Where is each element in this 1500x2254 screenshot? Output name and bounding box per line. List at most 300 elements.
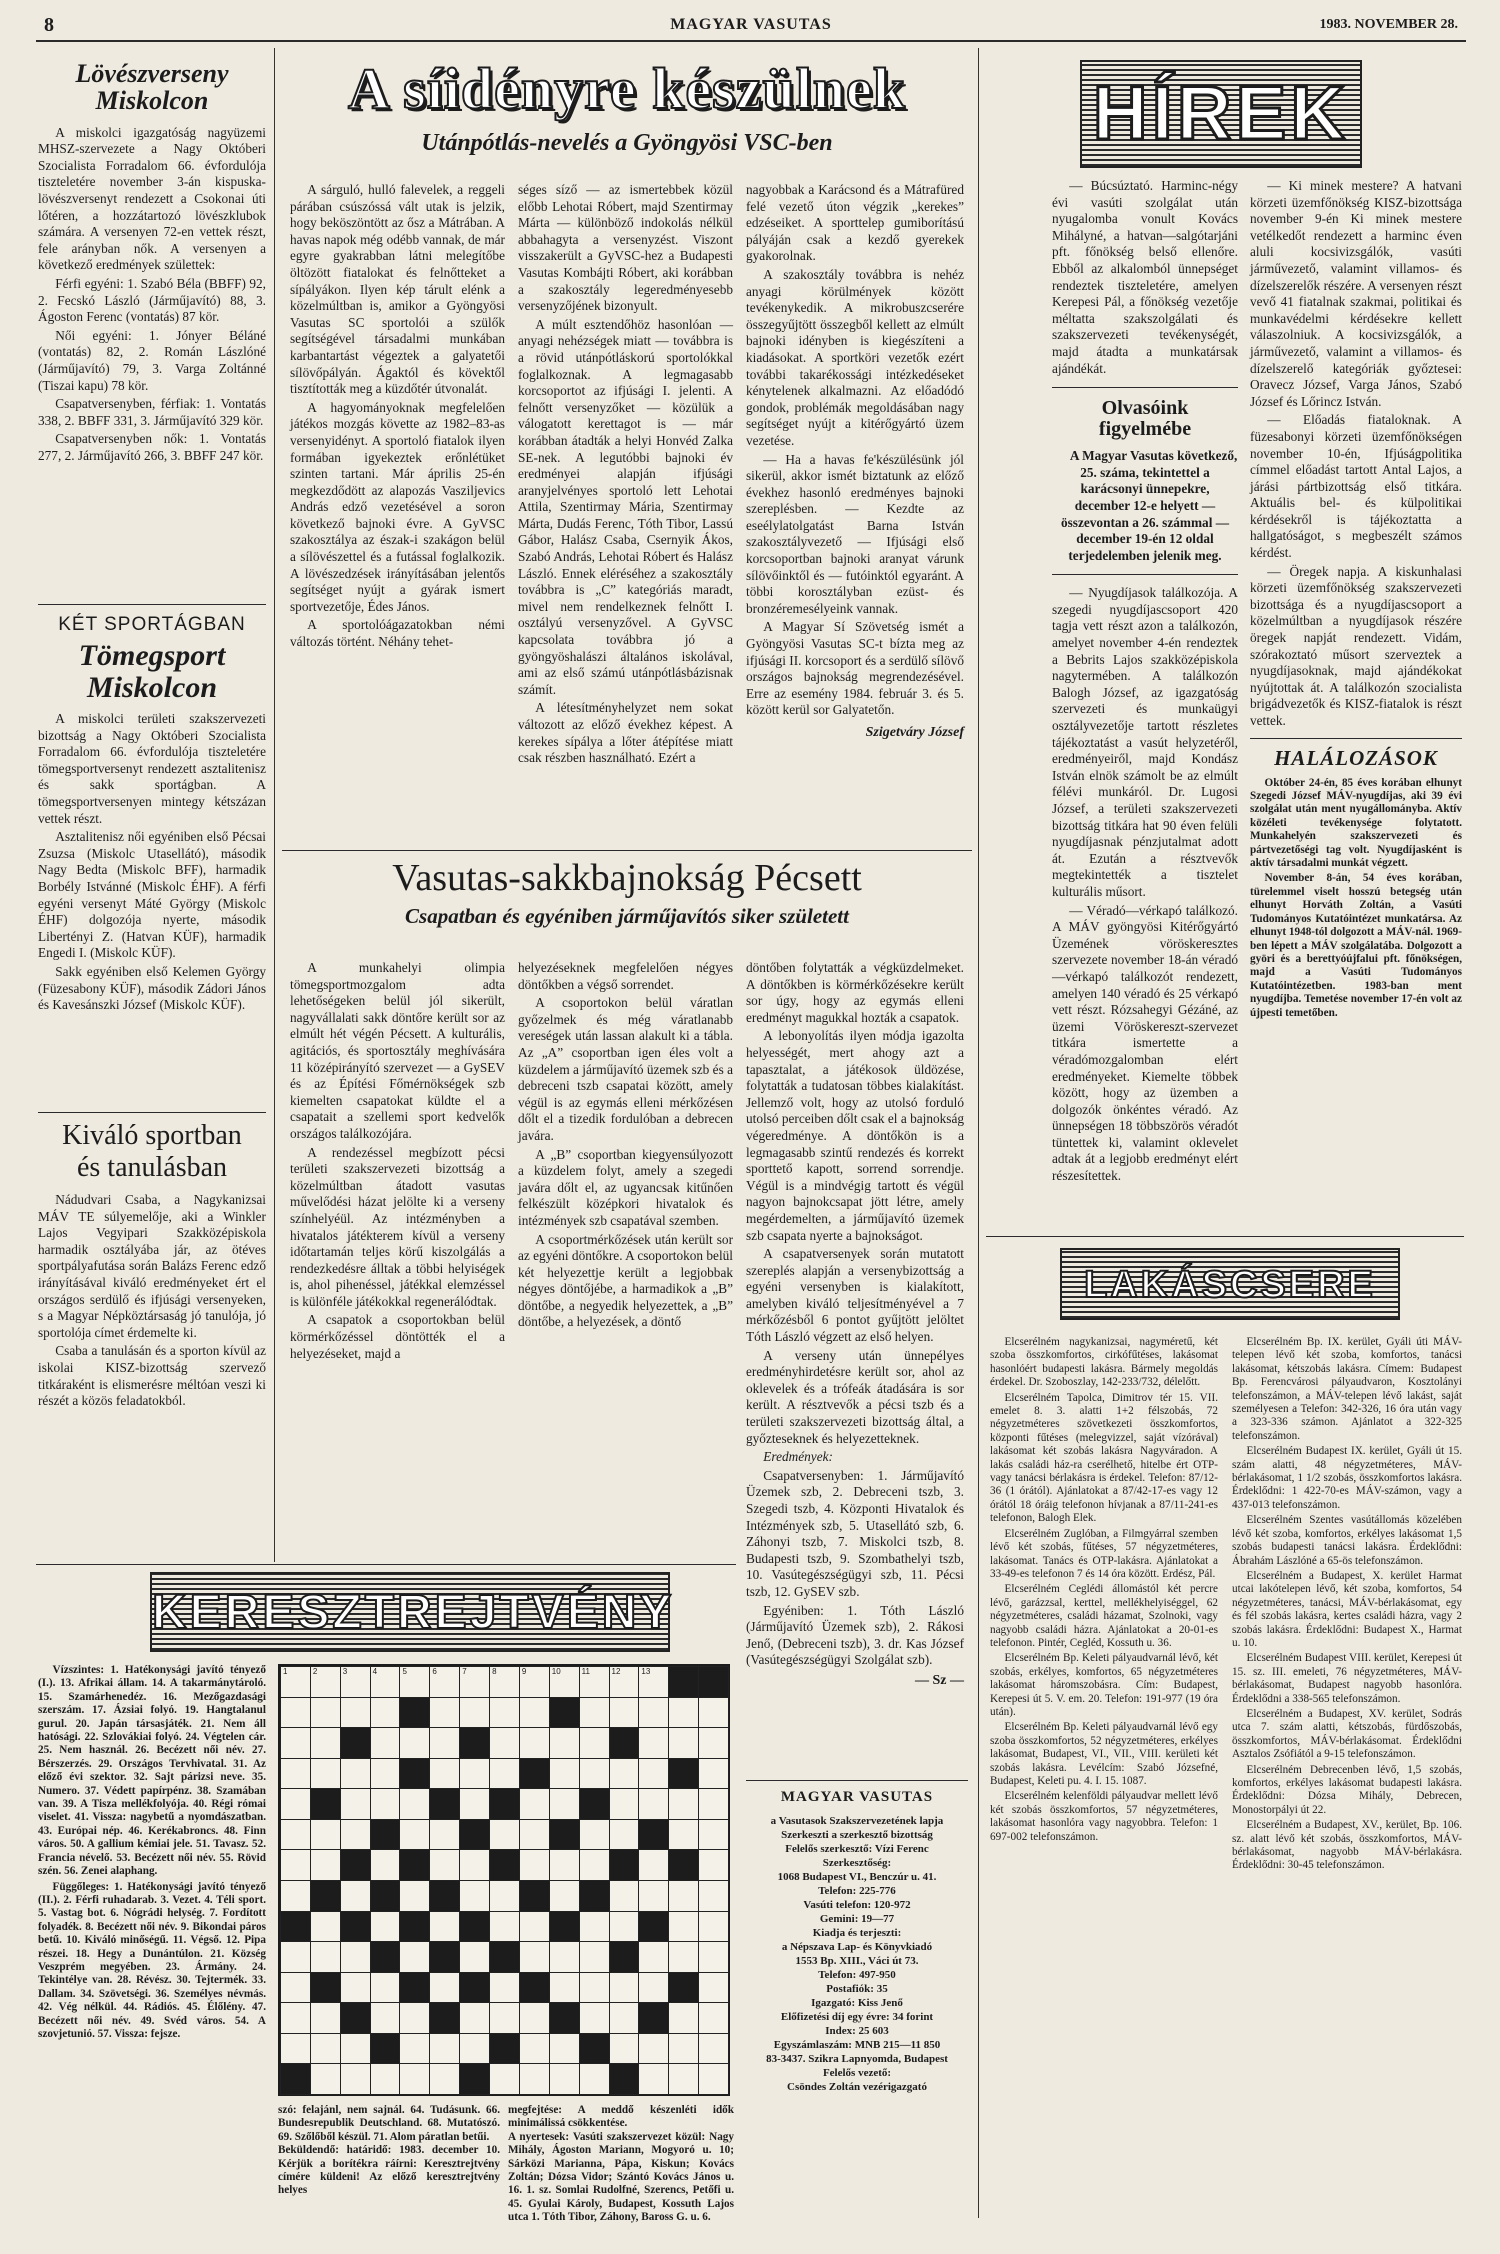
news-item: — Öregek napja. A kiskunhalasi körzeti üzemfőnökség szakszervezeti bizottsága és a nyugdíjascsoport a közelmúltban a nyugdíjasok részére öregek napját rendezett. Vidám, szórakoztató műsort szerveztek a nyugdíjasoknak, majd ajándékokat nyújtottak át. A találkozón szocialista brigádvezetők és KISZ-fiatalok is részt vettek.	[1250, 563, 1462, 728]
crossword-cell	[340, 1727, 371, 1759]
crossword-cell	[698, 1758, 729, 1790]
crossword-cell	[668, 1941, 699, 1973]
article-body: A rendezéssel megbízott pécsi területi szakszervezeti bizottság a közelmúltban átadott vasutas művelődési házat jelölte ki a verseny színhelyéül. Az intézményben a hivatalos játékterem kívül a verseny időtartamán teljes körű kiszolgálás a rendezkedésre álltak a többi helyiségek is, ahol pihenéssel, játékkal elemzéssel is különféle játékokkal regenerálódtak.	[290, 1144, 505, 1309]
crossword-banner	[150, 1572, 675, 1652]
housing-ad: Elcserélném Bp. Keleti pályaudvarnál lévő, két szobás, erkélyes, komfortos, 65 négyzetméteres lakásomat háromszobásra. Cím: Budapest, Kerepesi út 5. V. em. 20. Telefon: 191-977 (19 óra után).	[990, 1652, 1218, 1718]
headline: Vasutas-sakkbajnokság Pécsett	[392, 857, 862, 899]
crossword-cell	[399, 2033, 430, 2065]
crossword-cell	[459, 1758, 490, 1790]
crossword-cell	[668, 1758, 699, 1790]
crossword-cell	[549, 1788, 580, 1820]
crossword-cell	[489, 2063, 520, 2095]
article-body: A létesítményhelyzet nem sokat változott az előző évekhez képest. A kerekes sípálya a lőter átépítése miatt csak részben használható. Ezért a	[518, 700, 733, 766]
crossword-cell	[519, 1911, 550, 1943]
article-body: A miskolci igazgatóság nagyüzemi MHSZ-szervezete a Nagy Októberi Szocialista Forradalom 66. évfordulója tiszteletére november 3-án kispuska-lövészversenyt rendezett a Csokonai úti lőtéren, a hozzátartozó lövészklubok számára. A versenyen 72-en vettek részt, fele arányban nők. A versenyen a következő eredmények születtek:	[38, 124, 266, 273]
crossword-cell	[370, 1911, 401, 1943]
article-body: A „B” csoportban kiegyensúlyozott a küzdelem folyt, amely a szegedi javára dőlt el, az ugyancsak kitűnően felkészült középkori hivatalok és intézmények szb csapatával szemben.	[518, 1146, 733, 1228]
crossword-cell	[549, 2063, 580, 2095]
masthead-box	[746, 1780, 968, 2220]
crossword-cell	[638, 1849, 669, 1881]
cell-number: 8	[492, 1667, 497, 1676]
article-body: A szakosztály továbbra is nehéz anyagi körülmények között tevékenykedik. A mikrobuszcserére összegyűjtött összegből kellett az elmúlt bajnoki idényben is kiegészíteni a kiadásokat. A sportköri vezetők ezért további takarékossági intézkedéseket kénytelenek alkalmazni. Az előadódó gondok, problémák megoldásában nagy segítséget nyújt a kitérőgyártó üzem vezetése.	[746, 266, 964, 448]
crossword-cell	[489, 1819, 520, 1851]
crossword-cell	[429, 2063, 460, 2095]
crossword-cell	[280, 1880, 311, 1912]
crossword-cell	[698, 1819, 729, 1851]
results-text: Csapatversenyben: 1. Járműjavító Üzemek szb, 2. Debreceni tszb, 3. Szegedi tszb, 4. Központi Hivatalok és Intézmények szb, 5. Utasellátó szb, 6. Záhonyi tszb, 7. Miskolci tszb, 8. Budapesti tszb, 9. Szombathelyi tszb, 10. Vasútegészségügyi szb, 11. Pécsi tszb, 12. GySEV szb.	[746, 1467, 964, 1599]
crossword-cell	[340, 1972, 371, 2004]
crossword-cell	[429, 1819, 460, 1851]
crossword-cell	[429, 1697, 460, 1729]
crossword-cell	[579, 1666, 610, 1698]
lakascsere-title: LAKÁSCSERE	[1084, 1264, 1376, 1306]
masthead-body: a Vasutasok Szakszervezetének lapja Szerkeszti a szerkesztő bizottság Felelős szerkesztő: Vízi Ferenc Szerkesztőség: 1068 Budapest VI., Benczúr u. 41. Telefon: 225-776 Vasúti telefon: 120-972 Gemini: 19—77 Kiadja és terjeszti: a Népszava Lap- és Könyvkiadó 1553 Bp. XIII., Váci út 73. Telefon: 497-950 Postafiók: 35 Igazgató: Kiss Jenő Előfizetési díj egy évre: 34 forint Index: 25 603 Egyszámlaszám: MNB 215—11 850 83-3437. Szikra Lapnyomda, Budapest Felelős vezető: Csöndes Zoltán vezérigazgató	[766, 1815, 948, 2093]
crossword-cell	[489, 1849, 520, 1881]
crossword-cell	[340, 1666, 371, 1698]
crossword-cell	[609, 1727, 640, 1759]
crossword-cell	[609, 1758, 640, 1790]
crossword-cell	[399, 1819, 430, 1851]
article-body: A munkahelyi olimpia tömegsportmozgalom adta lehetőségeken belül jól sikerült, nagyvállalati sakk döntőre került sor az elmúlt hét végén Pécsett. A kulturális, agitációs, és sportosztály meghívására 11 középirányító szervezet — a GySEV és az Építési Főmérnökségek szb kiemelten csapatokat küldte el a csapatait a szellemi sport kedvelők országos találkozójára.	[290, 960, 505, 1141]
crossword-cell	[609, 1788, 640, 1820]
article-divider	[38, 1112, 266, 1113]
article-divider	[282, 850, 972, 851]
subtitle: Csapatban és egyéniben járműjavítós siker született	[405, 904, 849, 928]
article-body: A csapatversenyek során mutatott szereplés alapján a versenybizottság a egyéni versenyben is kialakított, amelyben kiváló teljesítményével a 7 mérkőzésből 6 pontot gyűjtött jelöltet Tóth László végzett az első helyen.	[746, 1246, 964, 1345]
article-loveszverseny	[38, 60, 266, 600]
crossword-cell	[549, 1941, 580, 1973]
article-body: A lebonyolítás ilyen módja igazolta helyességét, mert ahogy azt a tapasztalat, a játékosok üldözése, folytatták a tudatosan többes kialakítást. Jellemző volt, hogy az utolsó forduló utolsó perceiben dőlt csak el a bajnokság végeredménye. A döntőkön is a legmagasabb szintű rendezés és korrekt sporttető kapott, sorrend sorrendje. Végül is a mindvégig tartott és végül nagyon bajnokcsapat jött létre, amely megérdemelten, a járműjavító üzemek szb csapata nyerte a bajnokságot.	[746, 1028, 964, 1243]
crossword-cell	[609, 1819, 640, 1851]
box-rule	[746, 1780, 968, 1781]
crossword-cell	[579, 1727, 610, 1759]
results-text: Egyéniben: 1. Tóth László (Járműjavító Üzemek szb), 2. Rákosi Jenő, (Debreceni tszb), 3. dr. Kas József (Vasútegészségügyi Szolgálat szb).	[746, 1602, 964, 1668]
crossword-cell	[638, 2002, 669, 2034]
crossword-cell	[489, 2033, 520, 2065]
crossword-cell	[579, 2063, 610, 2095]
crossword-cell	[340, 1788, 371, 1820]
page-header	[36, 12, 1466, 40]
crossword-cell	[429, 1849, 460, 1881]
crossword-cell	[609, 1697, 640, 1729]
article-body: A sportolóágazatokban némi változás történt. Néhány tehet-	[290, 617, 505, 650]
crossword-cell	[280, 2063, 311, 2095]
crossword-cell	[370, 1727, 401, 1759]
crossword-cell	[668, 1849, 699, 1881]
crossword-cell	[549, 2033, 580, 2065]
crossword-cell	[609, 1849, 640, 1881]
crossword-cell	[429, 1666, 460, 1698]
crossword-cell	[459, 1880, 490, 1912]
crossword-cell	[609, 2033, 640, 2065]
crossword-cell	[340, 1911, 371, 1943]
crossword-cell	[399, 1666, 430, 1698]
notice-title: figyelmébe	[1098, 418, 1192, 441]
crossword-cell	[668, 1788, 699, 1820]
crossword-cell	[459, 1666, 490, 1698]
article-body: A sárguló, hulló falevelek, a reggeli párában csúszóssá vált utak is jelzik, hogy beköszöntött az ősz a Mátrában. A havas napok még odébb vannak, de már egyre gyakrabban látni melegítőbe öltözött fiatalokat és felnőtteket a sípályákon. Ilyen kép tárult elénk a közelmúltban is, amikor a Gyöngyösi Vasutas SC sportolói a szülők segítségével társadalmi munkában karbantartást végeztek a galyatetői sílövőpályán. Ágaktól és kövektől tisztították meg a küzdőtér útvonalát.	[290, 182, 505, 397]
crossword-cell	[459, 1727, 490, 1759]
hirek-banner	[1080, 60, 1362, 168]
byline: Szigetváry József	[865, 725, 964, 740]
article-body: Sakk egyéniben első Kelemen György (Füzesabony KÜF), második Zádori János és Kavesánszki József (Miskolc KÜF).	[38, 963, 266, 1013]
crossword-cell	[429, 1941, 460, 1973]
crossword-cell	[609, 1666, 640, 1698]
crossword-cell	[310, 1727, 341, 1759]
crossword-cell	[489, 1941, 520, 1973]
cell-number: 4	[372, 1667, 378, 1676]
crossword-cell	[668, 2033, 699, 2065]
crossword-cell	[519, 1697, 550, 1729]
crossword-cell	[370, 1666, 401, 1698]
section-divider	[36, 1564, 736, 1565]
crossword-cell	[549, 1972, 580, 2004]
crossword-cell	[549, 1849, 580, 1881]
crossword-cell	[579, 1819, 610, 1851]
crossword-cell	[370, 2002, 401, 2034]
crossword-cell	[489, 1911, 520, 1943]
issue-date: 1983. NOVEMBER 28.	[1319, 17, 1458, 32]
crossword-cell	[399, 1880, 430, 1912]
crossword-cell	[280, 2033, 311, 2065]
crossword-cell	[609, 1911, 640, 1943]
crossword-cell	[370, 1819, 401, 1851]
crossword-cell	[399, 1788, 430, 1820]
crossword-cell	[698, 1941, 729, 1973]
crossword-cell	[519, 2063, 550, 2095]
housing-ad: Elcserélném Ceglédi állomástól két percre lévő, garázzsal, kerttel, mellékhelyiséggel, 62 négyzetméteres, családi házamat, Szolnoki, vagy nagyobb családi házra. Ajánlatokat a 20-01-es telefonon. Pintér, Cegléd, Kossuth u. 36.	[990, 1583, 1218, 1649]
hirek-title: HÍREK	[1092, 71, 1350, 156]
crossword-cell	[668, 1727, 699, 1759]
crossword-cell	[340, 1758, 371, 1790]
crossword-cell	[399, 1849, 430, 1881]
crossword-cell	[310, 1758, 341, 1790]
crossword-cell	[519, 1727, 550, 1759]
results-text: Férfi egyéni: 1. Szabó Béla (BBFF) 92, 2. Fecskó László (Járműjavító) 88, 3. Ágoston Ferenc (vontatás) 87 kör.	[38, 275, 266, 325]
crossword-cell	[399, 1911, 430, 1943]
article-body: Nádudvari Csaba, a Nagykanizsai MÁV TE súlyemelője, aki a Winkler Lajos Vegyipari Szakközépiskola harmadik osztályába jár, az ötéves sportpályafutása során Balázs Ferenc edző irányításával kiváló eredményeket ért el országos serdülő és ifjúsági versenyeken, s a Magyar Népköztársaság jó tanulója, jó sportolója címet érdemelte ki.	[38, 1192, 266, 1340]
housing-ad: Elcserélném Budapest IX. kerület, Gyáli út 15. szám alatti, 48 négyzetméteres, MÁV-bérlakásomat, 1 1/2 szobás, összkomfortos lakásra. Érdeklődni: 1 422-70-es MÁV-számon, vagy a 437-013 telefonszámon.	[1232, 1445, 1462, 1511]
box-divider	[1052, 574, 1238, 575]
cell-number: 3	[342, 1667, 348, 1676]
crossword-cell	[668, 1911, 699, 1943]
crossword-cell	[519, 1819, 550, 1851]
crossword-cell	[370, 1849, 401, 1881]
crossword-cell	[579, 1758, 610, 1790]
crossword-cell	[549, 1697, 580, 1729]
crossword-cell	[668, 2002, 699, 2034]
section-divider	[986, 1236, 1464, 1237]
crossword-cell	[698, 2002, 729, 2034]
cell-number: 13	[641, 1667, 651, 1676]
crossword-cell	[370, 1972, 401, 2004]
headline: Lövészverseny	[75, 59, 229, 88]
crossword-cell	[549, 2002, 580, 2034]
crossword-cell	[489, 1788, 520, 1820]
byline: — Sz —	[915, 1672, 964, 1688]
crossword-cell	[698, 1697, 729, 1729]
housing-ad: Elcserélném Debrecenben lévő, 1,5 szobás, komfortos, erkélyes lakásomat budapesti lakásra. Érdeklődni: Dózsa Mihály, Debrecen, Monostorpályi út 22.	[1232, 1763, 1462, 1816]
cell-number: 6	[432, 1667, 437, 1676]
crossword-cell	[698, 1911, 729, 1943]
crossword-cell	[668, 1972, 699, 2004]
header-rule	[36, 40, 1466, 42]
crossword-cell	[609, 1972, 640, 2004]
obituary: Október 24-én, 85 éves korában elhunyt Szegedi József MÁV-nyugdíjas, aki 39 évi szolgálat után ment nyugállományba. Aktív közéleti tevékenysége folytatott. Munkahelyén szakszervezeti és pártvezetőségi tag volt. Nyugdíjasként is aktív társadalmi munkát végzett.	[1250, 776, 1462, 870]
crossword-cell	[668, 1880, 699, 1912]
crossword-cell	[638, 1788, 669, 1820]
crossword-cell	[340, 2033, 371, 2065]
crossword-cell	[609, 1941, 640, 1973]
crossword-cell	[459, 1972, 490, 2004]
crossword-cell	[549, 1758, 580, 1790]
crossword-cell	[579, 1788, 610, 1820]
crossword-cell	[280, 1819, 311, 1851]
crossword-cell	[489, 1758, 520, 1790]
crossword-cell	[519, 1758, 550, 1790]
crossword-cell	[459, 1849, 490, 1881]
news-item: — Búcsúztató. Harminc-négy évi vasúti szolgálat után nyugalomba vonult Kovács Mihályné, a hatvan—salgótarjáni pft. főnökség belső ellenőre. Ebből az alkalomból ünnepséget rendeztek tiszteletére, amelyen Kerepesi Pál, a főnökség vezetője méltatta szakszolgálati és szakszervezeti tevékenységét, majd átadta a munkatársak ajándékát.	[1052, 178, 1238, 376]
crossword-cell	[280, 1941, 311, 1973]
crossword-cell	[638, 1666, 669, 1698]
housing-ad: Elcserélném a Budapest, X. kerület Harmat utcai lakótelepen lévő, két szoba, komfortos, 54 négyzetméteres, tanácsi, MÁV-bérlakásomat, egy és fél szobás lakásra, kertes családi házra, vagy 2 szobás lakásra. Érdeklődni: Budapest X., Harmat u. 10.	[1232, 1569, 1462, 1649]
article-body: A csapatok a csoportokban belül körmérkőzéssel döntötték el a helyezéseket, majd a	[290, 1312, 505, 1361]
crossword-cell	[519, 1666, 550, 1698]
crossword-cell	[280, 1911, 311, 1943]
housing-ad: Elcserélném a Budapest, XV. kerület, Sodrás utca 7. szám alatti, kétszobás, fürdőszobás, összkomfortos, MÁV-bérlakásomat. Érdeklődni Asztalos Zsófiától a 9-15 telefonszámon.	[1232, 1707, 1462, 1761]
results-label: Eredmények:	[763, 1449, 833, 1465]
crossword-cell	[519, 1849, 550, 1881]
crossword-cell	[429, 1972, 460, 2004]
crossword-cell	[638, 1911, 669, 1943]
crossword-cell	[340, 1880, 371, 1912]
crossword-cell	[280, 1758, 311, 1790]
cell-number: 10	[551, 1667, 561, 1676]
crossword-cell	[429, 1758, 460, 1790]
notice-title: Olvasóink	[1101, 397, 1189, 420]
feature-headline: A síidényre készülnek	[347, 56, 907, 121]
crossword-cell	[638, 1697, 669, 1729]
crossword-cell	[310, 2033, 341, 2065]
crossword-cell	[340, 1819, 371, 1851]
crossword-cell	[310, 1819, 341, 1851]
crossword-cell	[399, 1758, 430, 1790]
cell-number: 9	[521, 1667, 527, 1676]
article-body: Csaba a tanulásán és a sporton kívül az iskolai KISZ-bizottság szervező titkáraként is elismerésre méltóan veszi ki részét a közös feladatokból.	[38, 1343, 266, 1409]
crossword-cell	[459, 2033, 490, 2065]
crossword-cell	[519, 2002, 550, 2034]
crossword-cell	[370, 1758, 401, 1790]
crossword-cell	[638, 1941, 669, 1973]
notice-box	[1052, 398, 1238, 564]
news-item: — Előadás fiataloknak. A füzesabonyi körzeti üzemfőnökségen november 10-én, Ifjúságpolitika címmel előadást tartott Antal Lajos, a járási pártbizottság első titkára. Aktuális bel- és külpolitikai kérdésekről is tájékoztatta a hallgatóságot, s megbeszélt számos kérdést.	[1250, 412, 1462, 561]
notice-body: A Magyar Vasutas következő, 25. száma, tekintettel a karácsonyi ünnepekre, december 12-e helyett — összevontan a 26. számmal — december 19-én 12 oldal terjedelemben jelenik meg.	[1060, 448, 1238, 563]
news-item: — Ki minek mestere? A hatvani körzeti üzemfőnökség KISZ-bizottsága november 9-én Ki minek mestere vetélkedőt rendezett a harminc éven aluli kocsivizsgálók, vasúti járművezető, valamint villamos- és dízelszerelők részére. A versenyen részt vevő 41 fiatalnak szakmai, politikai és munkavédelmi kérdésekre kellett válaszolniuk. A kocsivizsgálók, a járművezető, valamint a villamos- és dízelszerelő kategóriák győztesei: Oravecz József, Varga János, Szabó József és Lőrincz István.	[1250, 178, 1462, 409]
lakascsere-column-right	[1232, 1336, 1462, 2236]
cell-number: 7	[462, 1667, 467, 1676]
crossword-cell	[549, 1911, 580, 1943]
hirek-column-left	[1052, 178, 1238, 1198]
crossword-cell	[280, 1666, 311, 1698]
crossword-cell	[698, 1880, 729, 1912]
crossword-cell	[459, 1941, 490, 1973]
paper-name: MAGYAR VASUTAS	[670, 16, 832, 33]
crossword-cell	[459, 2002, 490, 2034]
crossword-cell	[579, 1941, 610, 1973]
cell-number: 11	[581, 1667, 590, 1676]
crossword-cell	[340, 1849, 371, 1881]
cell-number: 12	[611, 1667, 621, 1676]
crossword-cell	[519, 1972, 550, 2004]
crossword-cell	[280, 1788, 311, 1820]
crossword-cell	[549, 1727, 580, 1759]
lakascsere-banner	[1060, 1248, 1400, 1320]
crossword-cell	[310, 1911, 341, 1943]
headline: Miskolcon	[86, 670, 218, 704]
crossword-cell	[698, 1727, 729, 1759]
crossword-cell	[340, 2002, 371, 2034]
crossword-cell	[668, 1819, 699, 1851]
column-rule	[274, 48, 275, 1562]
kicker: KÉT SPORTÁGBAN	[58, 614, 246, 635]
page-number: 8	[44, 14, 54, 36]
deaths-title: HALÁLOZÁSOK	[1274, 745, 1438, 770]
down-clues: Függőleges: 1. Hatékonysági javító tényező (II.). 2. Férfi ruhadarab. 3. Vezet. 4. Téli sport. 5. Vastag bot. 6. Nógrádi helység. 7. Fordított folyadék. 8. Becézett női név. 9. Bikondai páros betű. 10. Kiváló minőségű. 11. Végső. 12. Pipa részei. 18. Hegy a Dunántúlon. 21. Község Veszprém megyében. 23. Ármány. 24. Tekintélye van. 28. Révész. 30. Tejtermék. 33. Dallam. 34. Szövetségi. 36. Személyes névmás. 42. Vég nélkül. 44. Rádiós. 45. Élőlény. 47. Becézett női név. 49. Svéd város. 54. A szovjetunió. 57. Vissza: fejsze.	[38, 1880, 266, 2040]
crossword-cell	[399, 1972, 430, 2004]
crossword-cell	[310, 1666, 341, 1698]
article-body: A Magyar Sí Szövetség ismét a Gyöngyösi Vasutas SC-t bízta meg az ifjúsági II. korcsoport és a serdülő sílövő országos bajnokság megrendezésével. Erre az esemény 1984. február 3. és 5. között kerül sor Galyatetőn.	[746, 619, 964, 718]
cell-number: 1	[283, 1667, 288, 1676]
crossword-cell	[459, 1911, 490, 1943]
crossword-cell	[399, 1727, 430, 1759]
crossword-cell	[280, 1697, 311, 1729]
crossword-solution: megfejtése: A meddő készenléti idők minimálissá csökkentése. A nyertesek: Vasúti szakszervezet közül: Nagy Mihály, Ágoston Mariann, Mogyoró u. 10; Sárközi Marianna, Pápa, Kiskun; Kovács Zoltán; Dózsa Vidor; Szántó Kovács János u. 16. 1. sz. Somlai Rudolfné, Szerencs, Petőfi u. 45. Gyulai Károly, Budapest, Kossuth Lajos utca 1. Tóth Tibor, Záhony, Baross G. u. 6.	[508, 2104, 734, 2224]
results-text: Női egyéni: 1. Jónyer Béláné (vontatás) 82, 2. Román Lászlóné (Járműjavító) 79, 3. Varga Zoltánné (Tiszai kapu) 78 kör.	[38, 327, 266, 393]
article-body: A verseny után ünnepélyes eredményhirdetésre került sor, ahol az oklevelek és a trófeák átadására is sor került. A résztvevők a pécsi tszb és a területi szakszervezeti bizottság által, a győzteseknek és helyezetteknek.	[746, 1347, 964, 1446]
housing-ad: Elcserélném Zuglóban, a Filmgyárral szemben lévő két szobás, fűtéses, 57 négyzetméteres, lakásomat. Tanács és OTP-lakásra. Ajánlatokat a 33-49-es telefonon 7 és 14 óra között. Erdész, Pál.	[990, 1527, 1218, 1580]
crossword-cell	[280, 1727, 311, 1759]
box-divider	[1250, 738, 1462, 739]
crossword-grid	[278, 1664, 730, 2096]
headline: és tanulásban	[76, 1152, 228, 1183]
crossword-footer-left	[278, 2104, 500, 2224]
crossword-cell	[370, 2063, 401, 2095]
crossword-cell	[698, 1788, 729, 1820]
crossword-cell	[579, 1849, 610, 1881]
article-siidenyre	[282, 52, 972, 842]
housing-ad: Elcserélném Tapolca, Dimitrov tér 15. VII. emelet 8. 3. alatti 1+2 félszobás, 72 négyzetméteres szövetkezeti összkomfortos, központi fűtéses (melegvizzel, saját vízórával) lakásomat két szobás lakásra Nagyváradon. A lakás családi ház-ra cserélhető, hitelbe ért OTP- vagy tanácsi bérlakásra is érdekel. Telefon: 87/12-36 (1 órától). Ajánlatokat a 87/42-17-es vagy 12 órától 18 óráig telefonon hívjanak a 87/11-241-es telefonon, Balogh Elek.	[990, 1391, 1218, 1525]
crossword-cell	[638, 1758, 669, 1790]
crossword-cell	[310, 1849, 341, 1881]
crossword-cell	[638, 2063, 669, 2095]
housing-ad: Elcserélném Bp. Keleti pályaudvarnál lévő egy szoba összkomfortos, 52 négyzetméteres, erkélyes lakásomat, Budapest, VI., VII., VIII. kerületi két szobás lakásra. Levélcím: Szabó Józsefné, Budapest, Keleti pu. 4. I. 15. 1087.	[990, 1721, 1218, 1787]
news-item: — Véradó—vérkapó találkozó. A MÁV gyöngyösi Kitérőgyártó Üzemének vöröskeresztes szervezete november 18-án véradó—vérkapó találkozót rendezett, amelyen 140 véradó és 25 vérkapó vett részt. Rózsahegyi Gézáné, az üzemi Vöröskereszt-szervezet titkára ismertette a véradómozgalomban elért eredményeket. Kiemelte többek között, hogy az üzemben a dolgozók önkéntes véradó. Az ünnepségen 18 többszörös véradót tüntettek ki, valamint oklevelet adtak át a legjobb eredményt elért részesítettek.	[1052, 902, 1238, 1184]
crossword-cell	[399, 1941, 430, 1973]
crossword-cell	[519, 1788, 550, 1820]
crossword-cell	[698, 2063, 729, 2095]
results-text: Csapatversenyben nők: 1. Vontatás 277, 2. Járműjavító 266, 3. BBFF 247 kör.	[38, 431, 266, 463]
cell-number: 5	[402, 1667, 407, 1676]
news-item: — Nyugdíjasok találkozója. A szegedi nyugdíjascsoport 420 tagja vett részt azon a találkozón, amelyet november 4-én rendeztek a Bebrits Lajos szakközépiskola nagytermében. A találkozón Balogh József, az igazgatóság szervezeti és munkaügyi osztályvezetője tartott részletes tájékoztatást a vasút helyzetéről, eredményeiről, majd Kondász István elnök számolt be az elmúlt félévi munkáról. Dr. Lugosi József, a területi szakszervezeti bizottság titkára hat 90 éven felüli nyugdíjasnak pénzjutalmat adott át. Ezután a résztvevők megtekintették a tisztelet kulturális műsort.	[1052, 585, 1238, 899]
crossword-cell	[340, 2063, 371, 2095]
obituary: November 8-án, 54 éves korában, türelemmel viselt hosszú betegség után elhunyt Horváth Zoltán, a Vasúti Tudományos Kutatóintézet munkatársa. Az elhunyt 1948-tól dolgozott a MÁV-nál. 1969-ben lépett a MÁV szolgálatába. Dolgozott a györi és a berettyóújfalui pft. főnökségen, majd a Vasúti Tudományos Kutatóintézetben. 1983-ban ment nyugdíjba. Temetése november 17-én volt az újpesti temetőben.	[1250, 872, 1462, 1019]
crossword-cell	[519, 1880, 550, 1912]
crossword-cell	[370, 1880, 401, 1912]
crossword-cell	[668, 1666, 699, 1698]
crossword-cell	[459, 1819, 490, 1851]
crossword-cell	[429, 2033, 460, 2065]
crossword-cell	[429, 1880, 460, 1912]
crossword-cell	[579, 1972, 610, 2004]
crossword-cell	[310, 1788, 341, 1820]
crossword-cell	[399, 1697, 430, 1729]
column-rule	[978, 48, 979, 2218]
crossword-cell	[489, 1697, 520, 1729]
crossword-cell	[698, 1666, 729, 1698]
housing-ad: Elcserélném a Budapest, XV., kerület, Bp. 106. sz. alatt lévő két szobás, összkomfortos, MÁV-bérlakásomat, nagyobb MÁV-bérlakásra. Érdeklődni: 30-45 telefonszámon.	[1232, 1819, 1462, 1872]
crossword-cell	[429, 1911, 460, 1943]
crossword-cell	[459, 1788, 490, 1820]
article-body: Asztalitenisz női egyéniben első Pécsai Zsuzsa (Miskolc Utasellátó), második Nagy Bedta (Miskolc BFF), harmadik Borbély Istvánné (Miskolc ÉHF). A férfi egyéni versenyt Máté György (Miskolc ÉHF) dolgozója nyerte, második Libertényi Z. (Hatvan KÜF), harmadik Engedi I. (Miskolc KÜF).	[38, 829, 266, 961]
crossword-cell	[698, 1972, 729, 2004]
article-body: A csoportmérkőzések után került sor az egyéni döntőkre. A csoportokon belül két helyezettje került a legjobbak négyes döntőjébe, a harmadikok a „B” döntőbe, a negyedik helyezettek, a „B” döntőbe, a helyezések, a döntő	[518, 1231, 733, 1330]
article-body: — Ha a havas fe'készülésünk jól sikerül, akkor ismét biztatunk az előző évekhez hasonló eredményes bajnoki szereplésben. — Kezdte az eseélylatolgatást Barna István szakosztályvezető — Ifjúsági első korcsoportban bajnoki aranyat várunk sílövőinktől és — futóinktól egyaránt. A többi korosztályban ezüst- és bronzéremesélyeink vannak.	[746, 451, 964, 616]
housing-ad: Elcserélném nagykanizsai, nagyméretű, két szoba összkomfortos, cirkófűtéses, lakásomat hasonlóért budapesti lakásra. Bármely megoldás érdekel. Dr. Szoboszlay, 142-233/732, délelőtt.	[990, 1336, 1218, 1389]
article-body: helyezéseknek megfelelően négyes döntőkben a végső sorrendet.	[518, 960, 733, 992]
crossword-cell	[638, 1972, 669, 2004]
housing-ad: Elcserélném kelenföldi pályaudvar mellett lévő két szobás összkomfortos, 57 négyzetméteres, lakásomat hasonlóra vagy nagyobbra. Telefon: 1 697-002 telefonszámon.	[990, 1790, 1218, 1843]
crossword-cell	[310, 2002, 341, 2034]
results-text: Csapatversenyben, férfiak: 1. Vontatás 338, 2. BBFF 331, 3. Járműjavító 329 kör.	[38, 396, 266, 428]
crossword-cell	[638, 2033, 669, 2065]
housing-ad: Elcserélném Bp. IX. kerület, Gyáli úti MÁV-telepen lévő két szoba, komfortos, tanácsi lakásomat, kétszobás lakásra. Címem: Budapest Bp. Ferencvárosi pályaudvaron, Kosztolányi telefonszámon, a MÁV-telepen lévő lakást, saját személyesen a Telefon: 342-326, 16 óra után vagy a 323-336 számon. Ajánlatot a 322-325 telefonszámon.	[1232, 1336, 1462, 1442]
crossword-cell	[280, 1849, 311, 1881]
crossword-cell	[340, 1697, 371, 1729]
crossword-cell	[698, 1849, 729, 1881]
headline: Miskolcon	[95, 86, 209, 116]
crossword-cell	[579, 2033, 610, 2065]
hirek-column-right	[1250, 178, 1462, 1198]
crossword-cell	[310, 1972, 341, 2004]
crossword-cell	[310, 1941, 341, 1973]
housing-ad: Elcserélném Budapest VIII. kerület, Kerepesi út 15. sz. III. emeleti, 76 négyzetméteres, MÁV-bérlakásomat, Budapest nagyobb hasonlóra. Érdeklődni a 338-565 telefonszámon.	[1232, 1652, 1462, 1705]
crossword-cell	[489, 1880, 520, 1912]
crossword-cell	[459, 2063, 490, 2095]
crossword-cell	[549, 1666, 580, 1698]
article-body: A múlt esztendőhöz hasonlóan — anyagi nehézségek miatt — továbbra is a rövid utánpótláskorú sportolókkal foglalkoznak. A legmagasabb korcsoportot az ifjúsági I. jelenti. A felnőtt versenyzőket — közülük a válogatott kerettagot is — már korábban átadták a helyi Honvéd Zalka SE-nek. A legutóbbi bajnoki év eredményei alapján ifjúsági aranyjelvényes sportoló lett Lehotai Attila, Szentirmay Mária, Szentirmay Márta, Dudás Ferenc, Tóth Tibor, Lassú Gábor, Halász Csaba, Csernyik Ákos, Szabó András, Lehotai Róbert és Halász László. Ennek eléréséhez a szakosztály továbbra is „C” kategóriás maradt, mivel nem rendelkeznek felnőtt I. osztályú versenyzővel. A GyVSC kapcsolata továbbra jó a gyöngyöshalászi általános iskolával, ami az első számú utánpótlásbázisnak számít.	[518, 316, 733, 697]
crossword-cell	[489, 1666, 520, 1698]
article-body: A csoportokon belül váratlan győzelmek és még váratlanabb vereségek után lassan alakult ki a tábla. Az „A” csoportban igen éles volt a küzdelem a járműjavító üzemek szb és a debreceni tszb csapatai között, amely végül is az egymás elleni mérkőzésen dőlt el a tizedik fordulóban a debrecen javára.	[518, 995, 733, 1143]
article-body: séges síző — az ismertebbek közül előbb Lehotai Róbert, majd Szentirmay Márta — különböző indokolás nélkül abbahagyta a versenyzést. Viszont visszakerült a GyVSC-hez a Budapesti Vasutas Kombájti Róbert, aki korábban a szakosztály legeredményesebb versenyzőjének bizonyult.	[518, 182, 733, 314]
crossword-cell	[549, 1819, 580, 1851]
crossword-cell	[459, 1697, 490, 1729]
crossword-cell	[310, 1880, 341, 1912]
crossword-cell	[579, 2002, 610, 2034]
crossword-cell	[519, 2033, 550, 2065]
crossword-cell	[370, 2033, 401, 2065]
crossword-cell	[280, 1972, 311, 2004]
crossword-clues	[38, 1664, 266, 2224]
crossword-cell	[399, 2002, 430, 2034]
crossword-cell	[489, 1972, 520, 2004]
crossword-title: KERESZTREJTVÉNY	[152, 1586, 675, 1639]
masthead-title: MAGYAR VASUTAS	[780, 1789, 934, 1805]
crossword-text: szó: felajánl, nem sajnál. 64. Tudásunk. 66. Bundesrepublik Deutschland. 68. Mutatószó. 69. Szőlőből készül. 71. Alom páratlan betűi. Beküldendő: határidő: 1983. december 10. Kérjük a borítékra ráírni: Keresztrejtvény címére küldeni! Az előző keresztrejtvény helyes	[278, 2104, 500, 2197]
crossword-cell	[579, 1880, 610, 1912]
feature-subtitle: Utánpótlás-nevelés a Gyöngyösi VSC-ben	[421, 130, 833, 156]
crossword-cell	[399, 2063, 430, 2095]
crossword-cell	[489, 1727, 520, 1759]
